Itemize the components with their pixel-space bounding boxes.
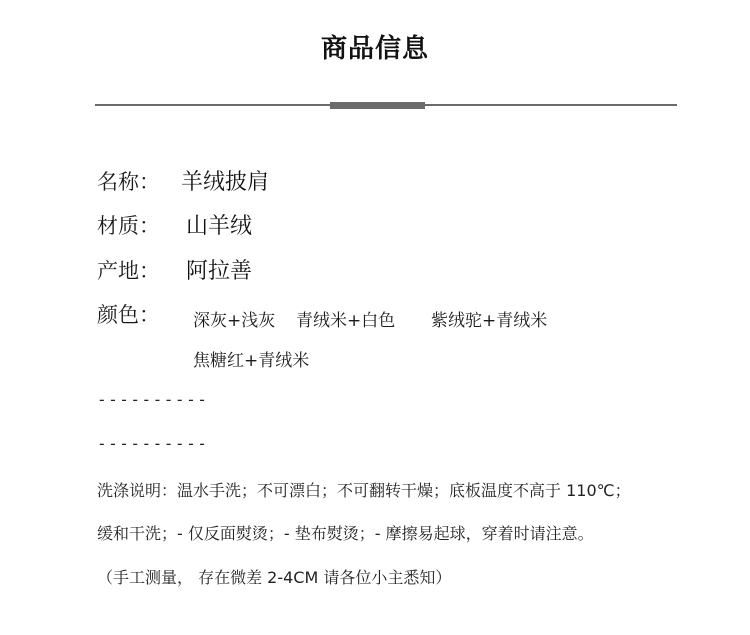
color-option: 紫绒驼+青绒米 bbox=[431, 311, 548, 331]
field-origin-value: 阿拉善 bbox=[186, 259, 253, 284]
field-color-label: 颜色： bbox=[97, 303, 160, 327]
field-name-value: 羊绒披肩 bbox=[181, 170, 270, 195]
field-origin bbox=[97, 255, 253, 285]
color-option: 焦糖红+青绒米 bbox=[193, 351, 310, 371]
field-material-label: 材质： bbox=[97, 214, 160, 238]
field-name-label: 名称： bbox=[97, 170, 160, 194]
field-material-value: 山羊绒 bbox=[186, 214, 253, 239]
separator: ---------- bbox=[97, 434, 209, 453]
color-option: 深灰+浅灰 bbox=[193, 311, 276, 331]
field-name bbox=[97, 166, 270, 196]
title-divider-accent bbox=[330, 102, 425, 109]
care-instructions-line2: 缓和干洗；- 仅反面熨烫；- 垫布熨烫；- 摩擦易起球，穿着时请注意。 bbox=[97, 524, 594, 543]
measurement-note: （手工测量， 存在微差 2-4CM 请各位小主悉知） bbox=[97, 568, 452, 587]
field-origin-label: 产地： bbox=[97, 259, 160, 283]
field-material bbox=[97, 210, 253, 240]
separator: ---------- bbox=[97, 390, 209, 409]
care-instructions-line1: 洗涤说明：温水手洗；不可漂白；不可翻转干燥；底板温度不高于 110℃； bbox=[97, 481, 631, 500]
page-title: 商品信息 bbox=[320, 34, 429, 64]
color-option: 青绒米+白色 bbox=[296, 311, 396, 331]
field-color bbox=[97, 299, 160, 329]
